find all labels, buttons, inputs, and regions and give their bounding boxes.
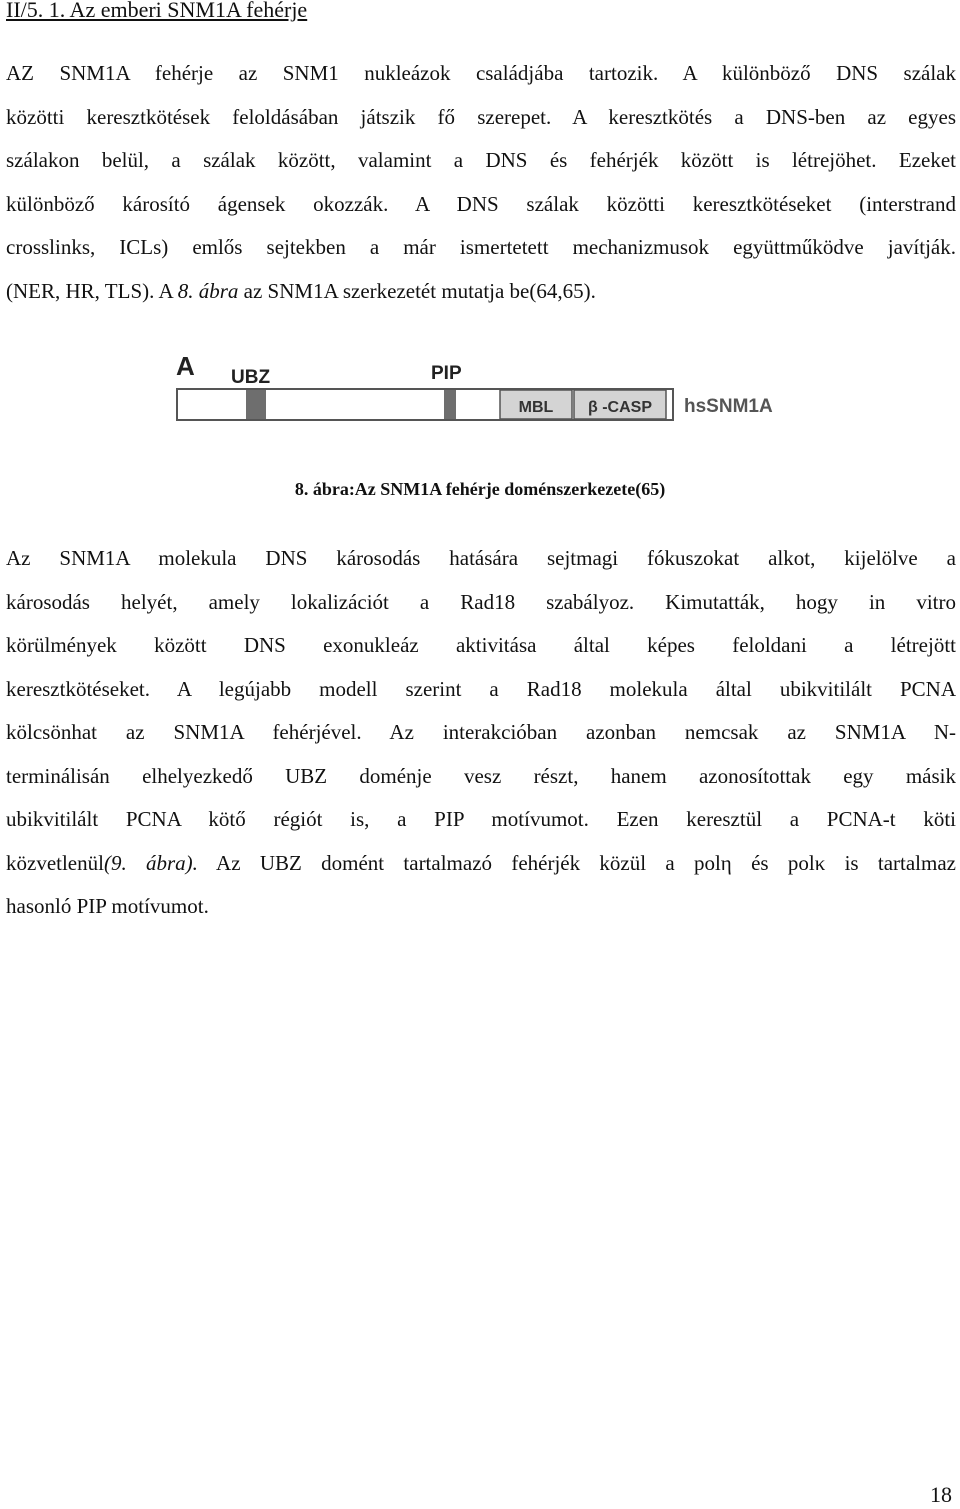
text-line: terminálisán elhelyezkedő UBZ doménje vesz részt, hanem azonosítottak egy másik (6, 763, 956, 788)
protein-name-label: hsSNM1A (684, 396, 773, 417)
text-line: ubikvitilált PCNA kötő régiót is, a PIP motívumot. Ezen keresztül a PCNA-t köti (6, 807, 956, 831)
domain-structure-figure (170, 345, 810, 435)
text-line: körülmények között DNS exonukleáz aktivitása által képes feloldani a létrejött (6, 633, 956, 657)
mbl-label: MBL (518, 399, 554, 416)
text-run: közvetlenül (6, 850, 104, 875)
bcasp-label: β -CASP (588, 399, 652, 416)
text-line: szálakon belül, a szálak között, valamint a DNS és fehérjék között is létrejöhet. Ezeket (6, 148, 956, 172)
ubz-domain-block (246, 390, 266, 419)
section-heading: II/5. 1. Az emberi SNM1A fehérje (6, 0, 308, 22)
text-line: crosslinks, ICLs) emlős sejtekben a már ismertetett mechanizmusok együttműködve javítják. (6, 235, 956, 259)
pip-domain-block (444, 390, 456, 419)
panel-letter: A (176, 351, 195, 381)
text-run: Az UBZ domént tartalmazó fehérjék közül a polη és polκ is tartalmaz (197, 850, 956, 875)
figure-reference: 8. ábra (177, 278, 239, 303)
figure-caption: 8. ábra:Az SNM1A fehérje doménszerkezete(65) (294, 479, 666, 499)
text-line: kölcsönhat az SNM1A fehérjével. Az interakcióban azonban nemcsak az SNM1A N- (6, 720, 956, 744)
text-line (6, 270, 956, 314)
ubz-label: UBZ (231, 367, 271, 388)
paragraph-body (6, 537, 956, 929)
paragraph-intro (6, 52, 956, 313)
text-line (6, 842, 956, 886)
text-run: (NER, HR, TLS). A (6, 278, 178, 303)
text-line: károsodás helyét, amely lokalizációt a Rad18 szabályoz. Kimutatták, hogy in vitro (6, 589, 956, 614)
text-line: hasonló PIP motívumot. (6, 894, 209, 918)
text-line: közötti keresztkötések feloldásában játszik fő szerepet. A keresztkötés a DNS-ben az egyes (6, 104, 956, 129)
text-line: Az SNM1A molekula DNS károsodás hatására sejtmagi fókuszokat alkot, kijelölve a (6, 546, 956, 570)
text-line: különböző károsító ágensek okozzák. A DNS szálak közötti keresztkötéseket (interstrand (6, 191, 956, 216)
text-line: keresztkötéseket. A legújabb modell szerint a Rad18 molekula által ubikvitilált PCNA (6, 676, 956, 701)
pip-label: PIP (431, 363, 462, 384)
page-number: 18 (930, 1482, 952, 1507)
text-line: AZ SNM1A fehérje az SNM1 nukleázok családjába tartozik. A különböző DNS szálak (6, 61, 956, 85)
text-run: az SNM1A szerkezetét mutatja be(64,65). (238, 278, 596, 303)
figure-reference: (9. ábra). (103, 850, 198, 875)
